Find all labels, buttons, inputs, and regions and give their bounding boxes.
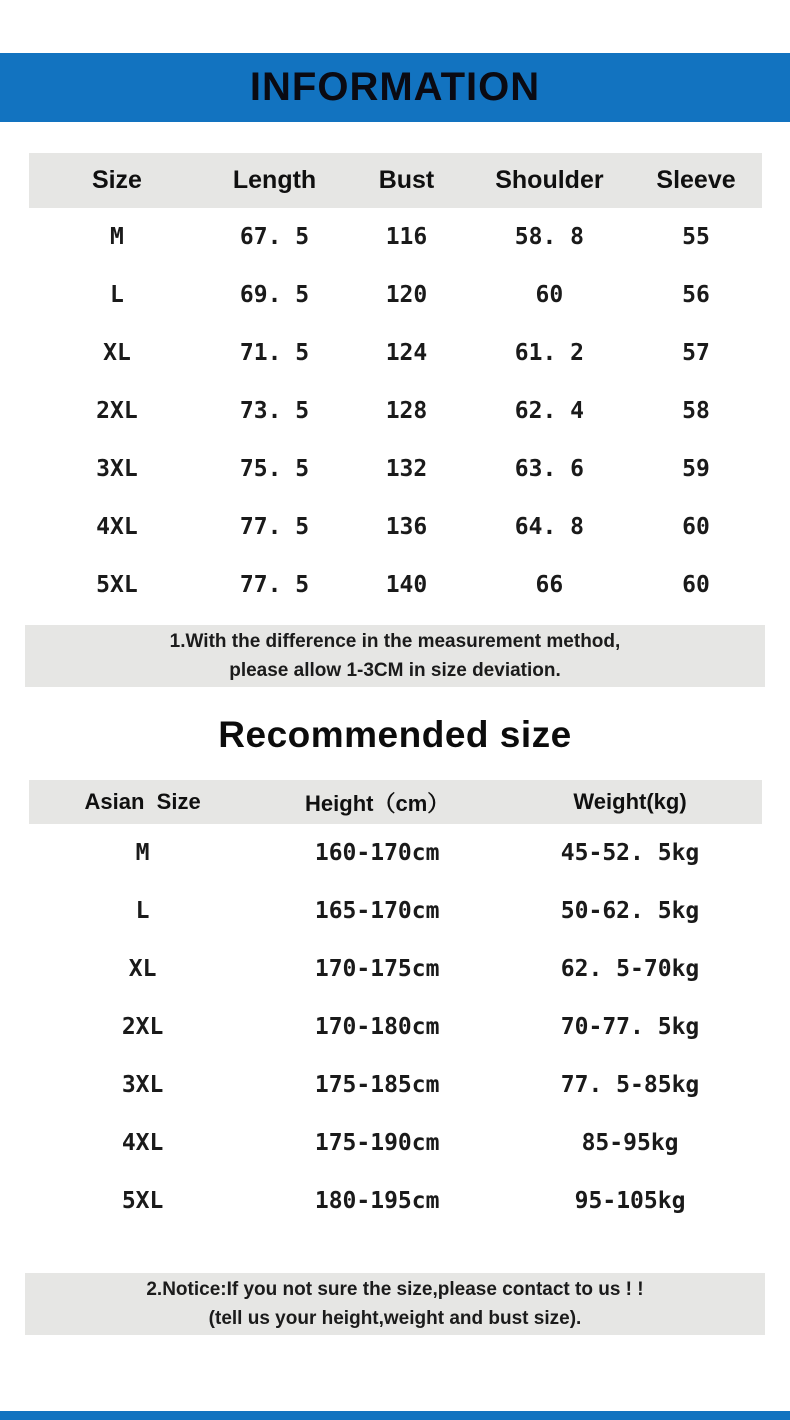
banner-title: INFORMATION — [249, 65, 541, 109]
note-line: 1.With the difference in the measurement method, — [169, 631, 621, 652]
bust-cell: 120 — [385, 282, 428, 308]
table-row — [29, 882, 762, 940]
recommended-table-header-row — [29, 780, 762, 824]
weight-cell: 77. 5-85kg — [560, 1072, 700, 1098]
table-row — [29, 266, 762, 324]
size-cell: 3XL — [96, 456, 138, 482]
rec-header-asian-size: Asian Size — [84, 789, 201, 814]
table-row — [29, 998, 762, 1056]
sleeve-cell: 57 — [682, 340, 710, 366]
length-cell: 71. 5 — [239, 340, 310, 366]
size-cell: L — [110, 282, 124, 308]
shoulder-cell: 64. 8 — [514, 514, 585, 540]
height-cell: 180-195cm — [314, 1188, 440, 1214]
note-line: please allow 1-3CM in size deviation. — [229, 660, 561, 681]
bust-cell: 140 — [385, 572, 428, 598]
size-cell: 2XL — [96, 398, 138, 424]
shoulder-cell: 62. 4 — [514, 398, 585, 424]
size-table-header-row — [29, 153, 762, 208]
bust-cell: 136 — [385, 514, 428, 540]
height-cell: 170-175cm — [314, 956, 440, 982]
table-row — [29, 440, 762, 498]
size-table-header — [29, 153, 762, 208]
size-cell: XL — [128, 956, 157, 982]
size-table-header-sleeve: Sleeve — [656, 166, 736, 194]
shoulder-cell: 58. 8 — [514, 224, 585, 250]
table-row — [29, 382, 762, 440]
bust-cell: 124 — [385, 340, 428, 366]
sleeve-cell: 60 — [682, 514, 710, 540]
table-row — [29, 1114, 762, 1172]
size-cell: 4XL — [96, 514, 138, 540]
shoulder-cell: 63. 6 — [514, 456, 585, 482]
size-table-body — [29, 208, 762, 614]
recommended-table-header — [29, 780, 762, 824]
shoulder-cell: 61. 2 — [514, 340, 585, 366]
table-row — [29, 556, 762, 614]
weight-cell: 45-52. 5kg — [560, 840, 700, 866]
sleeve-cell: 59 — [682, 456, 710, 482]
size-cell: 3XL — [121, 1072, 164, 1098]
bottom-accent-bar — [0, 1411, 790, 1420]
bust-cell: 116 — [385, 224, 428, 250]
length-cell: 77. 5 — [239, 514, 310, 540]
size-cell: M — [135, 840, 150, 866]
table-row — [29, 824, 762, 882]
measurement-deviation-note — [25, 625, 765, 687]
weight-cell: 95-105kg — [574, 1188, 686, 1214]
height-cell: 175-185cm — [314, 1072, 440, 1098]
table-row — [29, 324, 762, 382]
size-table — [29, 153, 762, 614]
size-cell: XL — [103, 340, 131, 366]
table-row — [29, 208, 762, 266]
length-cell: 77. 5 — [239, 572, 310, 598]
height-cell: 160-170cm — [314, 840, 440, 866]
size-table-header-bust: Bust — [378, 166, 435, 194]
length-cell: 75. 5 — [239, 456, 310, 482]
table-row — [29, 940, 762, 998]
length-cell: 69. 5 — [239, 282, 310, 308]
rec-header-weight: Weight(kg) — [573, 789, 687, 814]
note-line: 2.Notice:If you not sure the size,please contact to us ! ! — [146, 1279, 644, 1300]
contact-notice-note — [25, 1273, 765, 1335]
rec-header-height: Height（cm） — [305, 790, 450, 816]
length-cell: 67. 5 — [239, 224, 310, 250]
sleeve-cell: 58 — [682, 398, 710, 424]
size-cell: L — [135, 898, 150, 924]
bust-cell: 132 — [385, 456, 428, 482]
weight-cell: 50-62. 5kg — [560, 898, 700, 924]
length-cell: 73. 5 — [239, 398, 310, 424]
recommended-size-title: Recommended size — [218, 714, 572, 755]
table-row — [29, 1056, 762, 1114]
size-table-header-shoulder: Shoulder — [495, 166, 604, 194]
sleeve-cell: 55 — [682, 224, 710, 250]
recommended-table-body — [29, 824, 762, 1230]
height-cell: 170-180cm — [314, 1014, 440, 1040]
bust-cell: 128 — [385, 398, 428, 424]
table-row — [29, 1172, 762, 1230]
sleeve-cell: 60 — [682, 572, 710, 598]
weight-cell: 62. 5-70kg — [560, 956, 700, 982]
sleeve-cell: 56 — [682, 282, 710, 308]
weight-cell: 85-95kg — [581, 1130, 679, 1156]
shoulder-cell: 60 — [535, 282, 564, 308]
size-cell: 4XL — [121, 1130, 164, 1156]
table-row — [29, 498, 762, 556]
note-line: (tell us your height,weight and bust size). — [208, 1308, 582, 1329]
size-table-header-length: Length — [232, 166, 317, 194]
shoulder-cell: 66 — [535, 572, 564, 598]
size-cell: M — [110, 224, 124, 250]
size-table-header-size: Size — [91, 166, 142, 194]
information-banner — [0, 53, 790, 122]
height-cell: 165-170cm — [314, 898, 440, 924]
height-cell: 175-190cm — [314, 1130, 440, 1156]
size-cell: 5XL — [121, 1188, 164, 1214]
size-cell: 5XL — [96, 572, 138, 598]
size-cell: 2XL — [121, 1014, 164, 1040]
recommended-size-table — [29, 780, 762, 1230]
weight-cell: 70-77. 5kg — [560, 1014, 700, 1040]
